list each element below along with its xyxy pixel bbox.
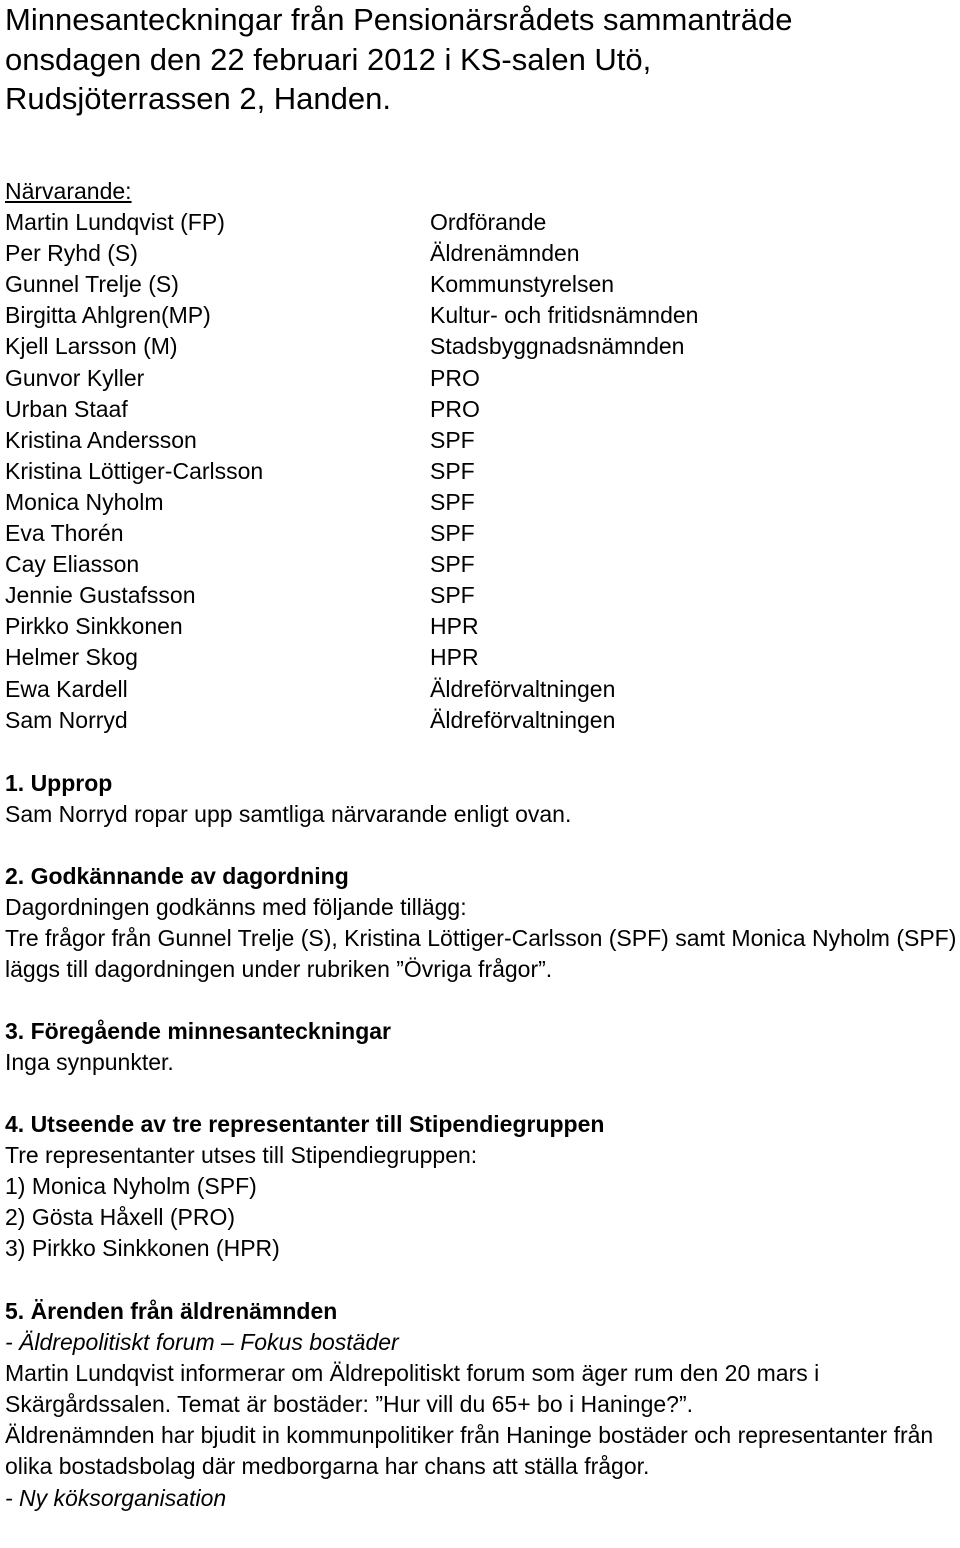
- list-item: 2) Gösta Håxell (PRO): [5, 1204, 236, 1231]
- attendees-section: [5, 176, 955, 736]
- attendee-name: Birgitta Ahlgren(MP): [5, 302, 211, 329]
- attendee-role: SPF: [430, 551, 475, 578]
- attendee-role: SPF: [430, 426, 475, 453]
- attendee-role: SPF: [430, 457, 475, 484]
- attendee-row: [5, 269, 955, 300]
- section-paragraph: Äldrenämnden har bjudit in kommunpolitiker från Haninge bostäder och representanter från olika bostadsbolag där medborgarna har chans att ställa frågor.: [5, 1422, 934, 1480]
- attendee-name: Helmer Skog: [5, 644, 138, 671]
- attendee-name: Eva Thorén: [5, 520, 124, 547]
- attendee-row: [5, 705, 955, 736]
- attendee-row: [5, 611, 955, 642]
- subheading: - Äldrepolitiskt forum – Fokus bostäder: [5, 1329, 399, 1356]
- attendee-row: [5, 207, 955, 238]
- section-paragraph: Martin Lundqvist informerar om Äldrepolitiskt forum som äger rum den 20 mars i Skärgårdssalen. Temat är bostäder: ”Hur vill du 65+ bo i Haninge?”.: [5, 1360, 820, 1418]
- title-line-2: onsdagen den 22 februari 2012 i KS-salen Utö,: [5, 41, 652, 77]
- attendee-name: Gunvor Kyller: [5, 364, 145, 391]
- attendee-role: SPF: [430, 488, 475, 515]
- attendee-name: Sam Norryd: [5, 706, 128, 733]
- section-heading: 1. Upprop: [5, 770, 113, 796]
- attendee-role: Ordförande: [430, 209, 547, 236]
- attendee-row: [5, 425, 955, 456]
- subheading: - Ny köksorganisation: [5, 1484, 227, 1511]
- attendee-role: Äldrenämnden: [430, 240, 580, 267]
- attendee-role: Kultur- och fritidsnämnden: [430, 302, 699, 329]
- attendee-row: [5, 674, 955, 705]
- section-text: Inga synpunkter.: [5, 1049, 174, 1076]
- attendee-name: Per Ryhd (S): [5, 240, 138, 267]
- attendee-row: [5, 642, 955, 673]
- attendees-heading: Närvarande:: [5, 178, 132, 204]
- section-1: [5, 768, 957, 830]
- section-text: Tre representanter utses till Stipendiegruppen:: [5, 1142, 478, 1169]
- attendee-row: [5, 580, 955, 611]
- attendee-role: PRO: [430, 364, 480, 391]
- attendee-name: Martin Lundqvist (FP): [5, 209, 225, 236]
- attendee-role: HPR: [430, 644, 479, 671]
- document-title: [5, 0, 955, 119]
- attendee-role: Äldreförvaltningen: [430, 675, 616, 702]
- attendee-name: Kristina Andersson: [5, 426, 197, 453]
- attendee-row: [5, 549, 955, 580]
- section-paragraph: Tre frågor från Gunnel Trelje (S), Kristina Löttiger-Carlsson (SPF) samt Monica Nyholm (SPF) läggs till dagordningen under rubriken ”Övriga frågor”.: [5, 925, 957, 983]
- attendee-name: Kristina Löttiger-Carlsson: [5, 457, 264, 484]
- attendee-name: Jennie Gustafsson: [5, 582, 196, 609]
- section-2: [5, 861, 957, 985]
- attendee-name: Gunnel Trelje (S): [5, 271, 179, 298]
- attendee-name: Cay Eliasson: [5, 551, 140, 578]
- section-text: Sam Norryd ropar upp samtliga närvarande enligt ovan.: [5, 801, 572, 828]
- list-item: 3) Pirkko Sinkkonen (HPR): [5, 1235, 280, 1262]
- section-5: [5, 1296, 957, 1514]
- attendee-row: [5, 331, 955, 362]
- attendee-row: [5, 456, 955, 487]
- title-line-3: Rudsjöterrassen 2, Handen.: [5, 81, 392, 116]
- attendee-name: Urban Staaf: [5, 395, 128, 422]
- section-3: [5, 1016, 957, 1078]
- attendee-row: [5, 300, 955, 331]
- attendee-row: [5, 394, 955, 425]
- section-heading: 2. Godkännande av dagordning: [5, 863, 349, 889]
- attendee-name: Monica Nyholm: [5, 488, 164, 515]
- attendee-row: [5, 487, 955, 518]
- attendee-role: SPF: [430, 582, 475, 609]
- section-text: Dagordningen godkänns med följande tillägg:: [5, 894, 467, 921]
- attendee-role: SPF: [430, 520, 475, 547]
- section-4: [5, 1109, 957, 1264]
- attendee-role: HPR: [430, 613, 479, 640]
- title-line-1: Minnesanteckningar från Pensionärsrådets sammanträde: [5, 2, 793, 37]
- list-item: 1) Monica Nyholm (SPF): [5, 1173, 257, 1200]
- section-heading: 4. Utseende av tre representanter till Stipendiegruppen: [5, 1111, 605, 1137]
- attendee-row: [5, 238, 955, 269]
- attendee-role: PRO: [430, 395, 480, 422]
- attendee-row: [5, 363, 955, 394]
- attendee-role: Stadsbyggnadsnämnden: [430, 333, 685, 360]
- section-heading: 3. Föregående minnesanteckningar: [5, 1018, 392, 1044]
- section-heading: 5. Ärenden från äldrenämnden: [5, 1298, 338, 1324]
- attendee-name: Ewa Kardell: [5, 675, 128, 702]
- attendee-name: Pirkko Sinkkonen: [5, 613, 183, 640]
- attendee-row: [5, 518, 955, 549]
- attendees-list: [5, 207, 955, 736]
- attendee-role: Äldreförvaltningen: [430, 706, 616, 733]
- attendee-role: Kommunstyrelsen: [430, 271, 615, 298]
- attendee-name: Kjell Larsson (M): [5, 333, 178, 360]
